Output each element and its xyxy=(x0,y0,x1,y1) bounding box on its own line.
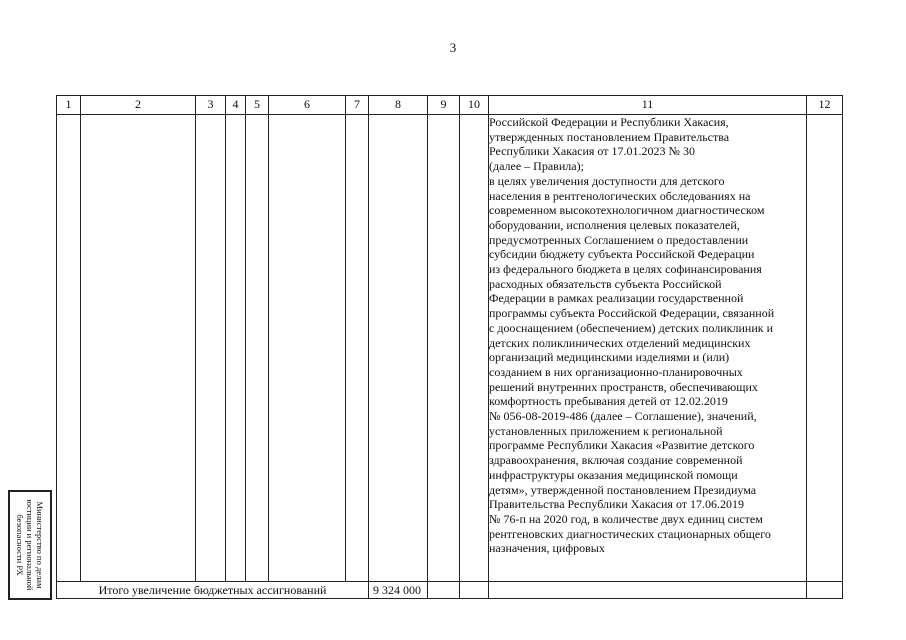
column-header: 6 xyxy=(269,96,346,115)
text-line: расходных обязательств субъекта Российской xyxy=(489,276,722,291)
table-cell xyxy=(269,115,346,582)
column-header: 11 xyxy=(489,96,807,115)
budget-table xyxy=(56,95,843,599)
text-line: программы субъекта Российской Федерации, связанной xyxy=(489,306,775,321)
table-cell xyxy=(807,115,843,582)
total-label: Итого увеличение бюджетных ассигнований xyxy=(57,582,369,599)
text-line: Российской Федерации и Республики Хакасия, xyxy=(489,115,729,129)
text-line: утвержденных постановлением Правительства xyxy=(489,129,730,144)
header-row xyxy=(57,96,843,115)
text-line: Республики Хакасия от 17.01.2023 № 30 xyxy=(489,144,695,159)
table-cell xyxy=(460,115,489,582)
table-cell xyxy=(489,582,807,599)
text-line: организаций медицинскими изделиями и (или) xyxy=(489,350,730,365)
column-header: 12 xyxy=(807,96,843,115)
column-header: 10 xyxy=(460,96,489,115)
stamp-line: юстиции и региональной xyxy=(25,499,35,591)
text-line: программе Республики Хакасия «Развитие детского xyxy=(489,438,755,453)
total-value: 9 324 000 xyxy=(369,582,428,599)
text-line: инфраструктуры оказания медицинской помощи xyxy=(489,467,738,482)
text-line: с дооснащением (обеспечением) детских поликлиник и xyxy=(489,320,774,335)
table-cell xyxy=(460,582,489,599)
table-cell xyxy=(428,115,460,582)
text-line: комфортность пребывания детей от 12.02.2019 xyxy=(489,394,728,409)
column-header: 8 xyxy=(369,96,428,115)
registration-stamp xyxy=(8,490,52,600)
text-line: детям», утвержденной постановлением Президиума xyxy=(489,482,757,497)
column-header: 7 xyxy=(346,96,369,115)
text-line: решений внутренних пространств, обеспечивающих xyxy=(489,379,758,394)
text-line: предусмотренных Соглашением о предоставлении xyxy=(489,232,749,247)
text-line: № 76-п на 2020 год, в количестве двух единиц систем xyxy=(489,511,763,526)
table-cell xyxy=(807,582,843,599)
text-line: Правительства Республики Хакасия от 17.06.2019 xyxy=(489,497,745,512)
table-row xyxy=(57,115,843,582)
column-header: 4 xyxy=(226,96,246,115)
column-header: 3 xyxy=(196,96,226,115)
column11-text xyxy=(489,115,807,582)
text-line: оборудовании, исполнения целевых показателей, xyxy=(489,217,740,232)
stamp-text xyxy=(15,492,45,598)
table-cell xyxy=(57,115,81,582)
text-line: из федерального бюджета в целях софинансирования xyxy=(489,262,762,277)
table-cell xyxy=(81,115,196,582)
text-line: установленных приложением к региональной xyxy=(489,423,723,438)
text-line: (далее – Правила); xyxy=(489,159,584,174)
page-number: 3 xyxy=(449,40,457,55)
stamp-line: безопасности РХ xyxy=(15,514,25,576)
text-line: здравоохранения, включая создание современной xyxy=(489,453,743,468)
stamp-line: Министерство по делам xyxy=(35,501,45,589)
column-header: 9 xyxy=(428,96,460,115)
text-line: назначения, цифровых xyxy=(489,541,605,556)
text-line: детских поликлинических отделений медицинских xyxy=(489,335,751,350)
text-line: созданием в них организационно-планировочных xyxy=(489,364,743,379)
text-line: современном высокотехнологичном диагностическом xyxy=(489,203,765,218)
table-cell xyxy=(226,115,246,582)
text-line: рентгеновских диагностических стационарных общего xyxy=(489,526,771,541)
text-line: субсидии бюджету субъекта Российской Федерации xyxy=(489,247,755,262)
table-cell xyxy=(196,115,226,582)
table-cell xyxy=(369,115,428,582)
text-line: № 056-08-2019-486 (далее – Соглашение), значений, xyxy=(489,409,757,424)
text-line: населения в рентгенологических обследованиях на xyxy=(489,188,751,203)
total-row xyxy=(57,582,843,599)
text-line: Федерации в рамках реализации государственной xyxy=(489,291,744,306)
column-header: 5 xyxy=(246,96,269,115)
table-cell xyxy=(246,115,269,582)
table-cell xyxy=(428,582,460,599)
column-header: 2 xyxy=(81,96,196,115)
table-cell xyxy=(346,115,369,582)
column-header: 1 xyxy=(57,96,81,115)
text-line: в целях увеличения доступности для детского xyxy=(489,173,725,188)
